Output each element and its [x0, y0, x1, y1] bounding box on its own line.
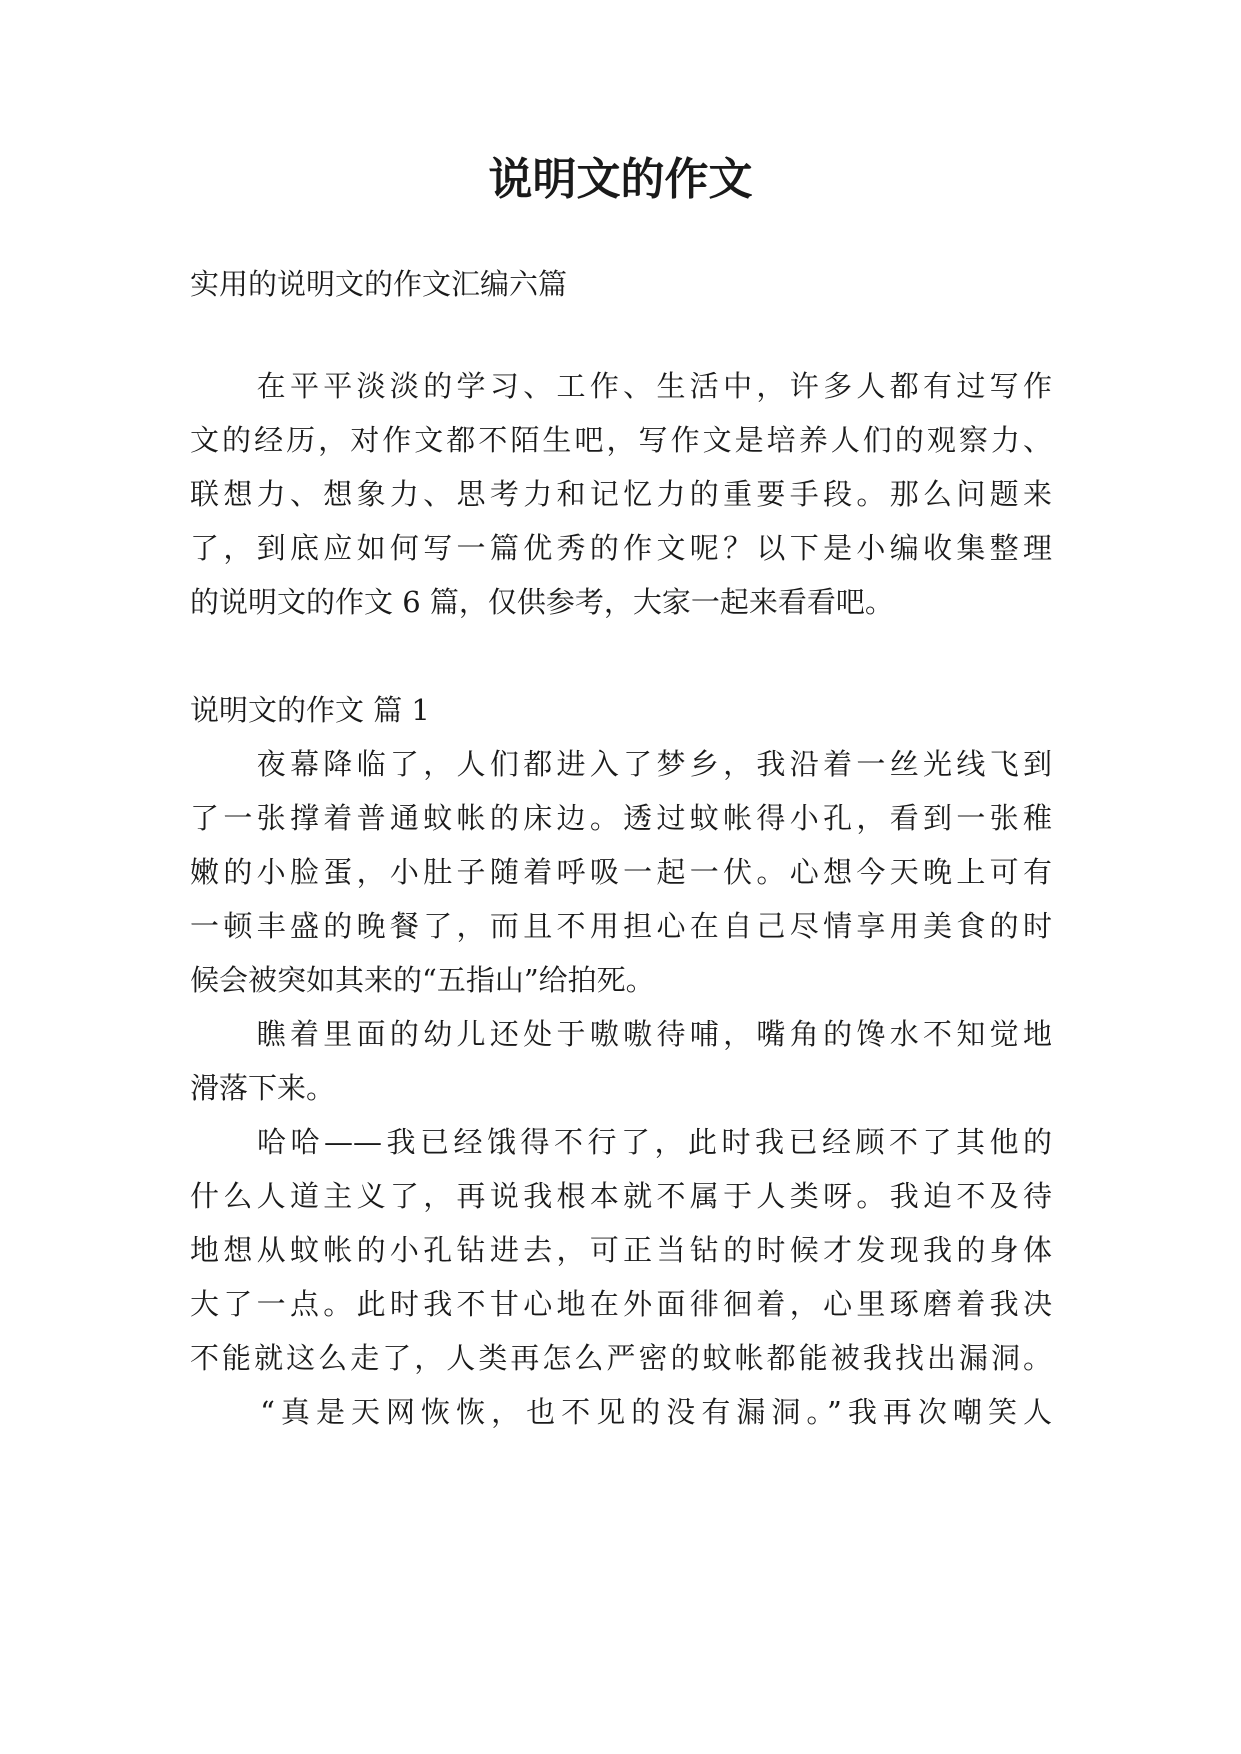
intro-line: 了，到底应如何写一篇优秀的作文呢？以下是小编收集整理 — [190, 531, 1052, 565]
body-line: 夜幕降临了，人们都进入了梦乡，我沿着一丝光线飞到 — [190, 747, 1052, 781]
intro-line: 在平平淡淡的学习、工作、生活中，许多人都有过写作 — [190, 369, 1052, 403]
document-subtitle: 实用的说明文的作文汇编六篇 — [190, 267, 568, 301]
body-line: 滑落下来。 — [190, 1071, 336, 1105]
body-line: 了一张撑着普通蚊帐的床边。透过蚊帐得小孔，看到一张稚 — [190, 801, 1052, 835]
document-title: 说明文的作文 — [488, 154, 753, 205]
body-line: 大了一点。此时我不甘心地在外面徘徊着，心里琢磨着我决 — [190, 1287, 1052, 1321]
body-line: 哈哈——我已经饿得不行了，此时我已经顾不了其他的 — [190, 1125, 1052, 1159]
body-line: 地想从蚊帐的小孔钻进去，可正当钻的时候才发现我的身体 — [190, 1233, 1052, 1267]
body-line: 什么人道主义了，再说我根本就不属于人类呀。我迫不及待 — [190, 1179, 1052, 1213]
body-line: “真是天网恢恢，也不见的没有漏洞。”我再次嘲笑人 — [190, 1395, 1052, 1429]
intro-line: 的说明文的作文 6 篇，仅供参考，大家一起来看看吧。 — [190, 585, 894, 619]
body-line: 一顿丰盛的晚餐了，而且不用担心在自己尽情享用美食的时 — [190, 909, 1052, 943]
section-heading: 说明文的作文 篇 1 — [190, 693, 430, 727]
intro-line: 联想力、想象力、思考力和记忆力的重要手段。那么问题来 — [190, 477, 1052, 511]
body-line: 候会被突如其来的“五指山”给拍死。 — [190, 963, 655, 997]
body-line: 嫩的小脸蛋，小肚子随着呼吸一起一伏。心想今天晚上可有 — [190, 855, 1052, 889]
body-line: 瞧着里面的幼儿还处于嗷嗷待哺，嘴角的馋水不知觉地 — [190, 1017, 1052, 1051]
intro-line: 文的经历，对作文都不陌生吧，写作文是培养人们的观察力、 — [190, 423, 1052, 457]
body-line: 不能就这么走了，人类再怎么严密的蚊帐都能被我找出漏洞。 — [190, 1341, 1052, 1375]
